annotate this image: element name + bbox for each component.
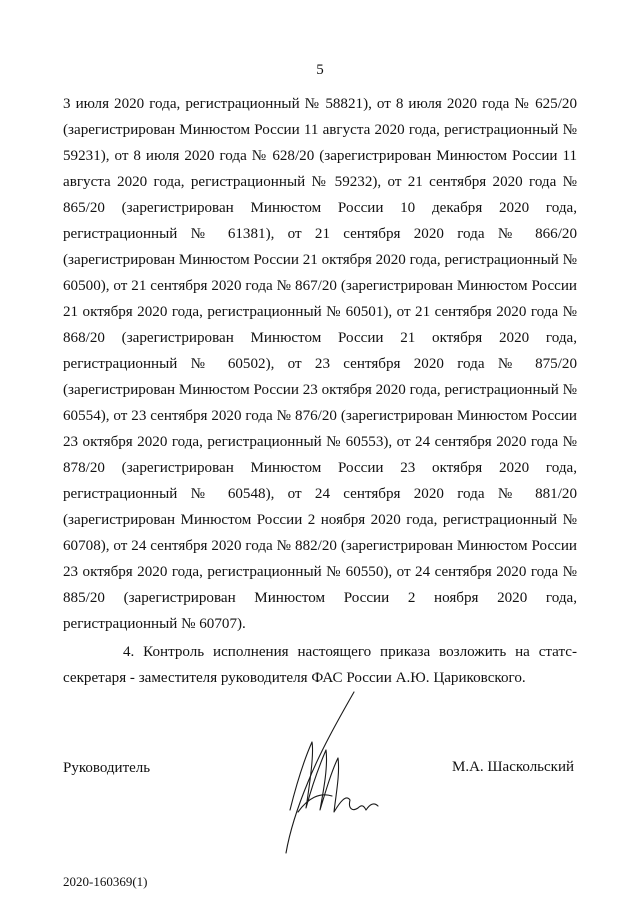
document-number: 2020-160369(1) xyxy=(63,874,148,889)
page-number: 5 xyxy=(316,62,324,78)
body-paragraph-1: 3 июля 2020 года, регистрационный № 58821), от 8 июля 2020 года № 625/20 (зарегистрирован Минюстом России 11 августа 2020 года, регистрационный № 59231), от 8 июля 2020 года № 628/20 (зарегистрирован Минюстом России 11 августа 2020 года, регистрационный № 59232), от 21 сентября 2020 года № 865/20 (зарегистрирован Минюстом России 10 декабря 2020 года, регистрационный № 61381), от 21 сентября 2020 года № 866/20 (зарегистрирован Минюстом России 21 октября 2020 года, регистрационный № 60500), от 21 сентября 2020 года № 867/20 (зарегистрирован Минюстом России 21 октября 2020 года, регистрационный № 60501), от 21 сентября 2020 года № 868/20 (зарегистрирован Минюстом России 21 октября 2020 года, регистрационный № 60502), от 23 сентября 2020 года № 875/20 (зарегистрирован Минюстом России 23 октября 2020 года, регистрационный № 60554), от 23 сентября 2020 года № 876/20 (зарегистрирован Минюстом России 23 октября 2020 года, регистрационный № 60553), от 24 сентября 2020 года № 878/20 (зарегистрирован Минюстом России 23 октября 2020 года, регистрационный № 60548), от 24 сентября 2020 года № 881/20 (зарегистрирован Минюстом России 2 ноября 2020 года, регистрационный № 60708), от 24 сентября 2020 года № 882/20 (зарегистрирован Минюстом России 23 октября 2020 года, регистрационный № 60550), от 24 сентября 2020 года № 885/20 (зарегистрирован Минюстом России 2 ноября 2020 года, регистрационный № 60707). xyxy=(63,96,577,632)
signer-name: М.А. Шаскольский xyxy=(452,759,575,775)
signer-title: Руководитель xyxy=(63,760,151,776)
body-paragraph-2: 4. Контроль исполнения настоящего приказа возложить на статс-секретаря - заместителя руководителя ФАС России А.Ю. Цариковского. xyxy=(63,644,577,686)
handwritten-signature xyxy=(268,690,383,855)
